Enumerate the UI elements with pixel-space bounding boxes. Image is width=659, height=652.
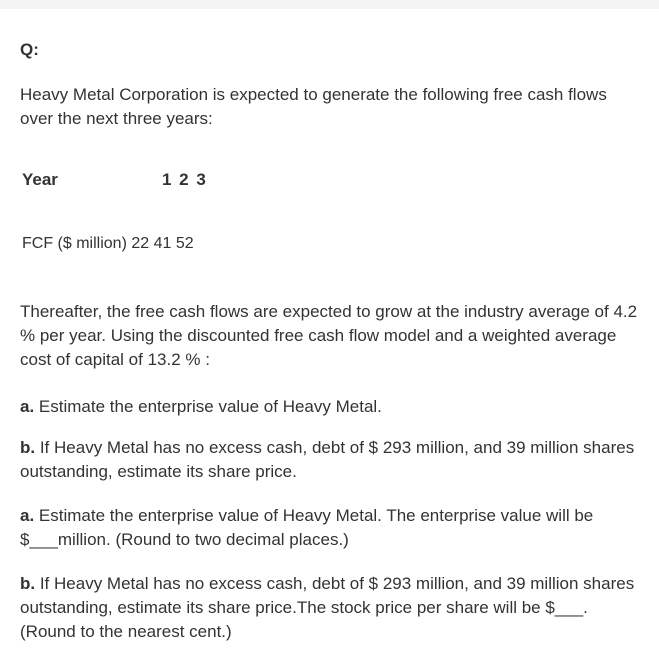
question-label: Q: xyxy=(20,40,39,59)
top-bar xyxy=(0,0,659,9)
table-fcf-row: FCF ($ million) 22 41 52 xyxy=(22,235,194,252)
part-b-answer-letter: b. xyxy=(20,574,36,593)
part-a-answer-prompt xyxy=(20,504,640,552)
part-b-text: If Heavy Metal has no excess cash, debt of $ 293 million, and 39 million shares outstanding, estimate its share price. xyxy=(20,438,635,481)
part-a-answer-letter: a. xyxy=(20,506,35,525)
part-a-letter: a. xyxy=(20,397,35,416)
thereafter-paragraph: Thereafter, the free cash flows are expected to grow at the industry average of 4.2 % per year. Using the discounted free cash flow model and a weighted average cost of capital of 13.2 % : xyxy=(20,302,638,369)
table-year-values: 1 2 3 xyxy=(162,170,206,189)
part-a-prompt xyxy=(20,395,640,419)
part-b-letter: b. xyxy=(20,438,36,457)
table-year-label: Year xyxy=(22,170,58,189)
intro-paragraph: Heavy Metal Corporation is expected to generate the following free cash flows over the next three years: xyxy=(20,85,607,128)
part-b-answer-text: If Heavy Metal has no excess cash, debt of $ 293 million, and 39 million shares outstanding, estimate its share price.The stock price per share will be $___. (Round to the nearest cent.) xyxy=(20,574,635,641)
part-a-text: Estimate the enterprise value of Heavy Metal. xyxy=(34,397,382,416)
part-b-answer-prompt xyxy=(20,572,640,644)
part-b-prompt xyxy=(20,436,640,484)
part-a-answer-text: Estimate the enterprise value of Heavy Metal. The enterprise value will be $___million. (Round to two decimal places.) xyxy=(20,506,594,549)
